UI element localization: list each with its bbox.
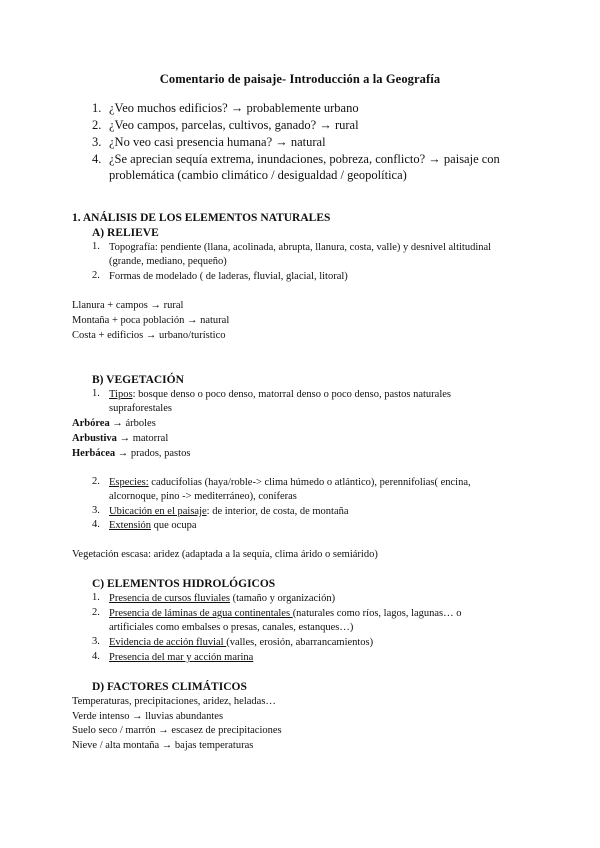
list-item: Formas de modelado ( de laderas, fluvial, glacial, litoral) [109, 271, 348, 282]
list-number: 2. [92, 607, 100, 618]
section-heading: 1. ANÁLISIS DE LOS ELEMENTOS NATURALES [72, 212, 331, 224]
subsection-heading-relieve: A) RELIEVE [92, 227, 159, 239]
note-line: Temperaturas, precipitaciones, aridez, heladas… [72, 696, 276, 707]
type-label: Arbustiva [72, 433, 117, 444]
question-text: ¿No veo casi presencia humana? → natural [109, 135, 326, 149]
list-number: 1. [92, 592, 100, 603]
subsection-heading-climaticos: D) FACTORES CLIMÁTICOS [92, 681, 247, 693]
subsection-heading-hidrologicos: C) ELEMENTOS HIDROLÓGICOS [92, 578, 276, 590]
item-text: (tamaño y organización) [230, 593, 336, 604]
list-number: 3. [92, 636, 100, 647]
list-item-continued: artificiales como embalses o presas, canales, estanques…) [109, 622, 354, 633]
item-label: Ubicación en el paisaje [109, 506, 207, 517]
subsection-heading-vegetacion: B) VEGETACIÓN [92, 374, 184, 386]
note-line: Verde intenso → lluvias abundantes [72, 711, 224, 722]
item-text: : de interior, de costa, de montaña [206, 506, 349, 517]
list-number: 2. [92, 476, 100, 487]
vegetation-type [72, 447, 190, 461]
question-number: 3. [92, 135, 102, 149]
vegetation-type [72, 417, 156, 431]
item-text: (valles, erosión, abarrancamientos) [226, 637, 374, 648]
list-item [109, 388, 451, 402]
list-item [109, 476, 471, 490]
vegetation-type [72, 432, 168, 446]
list-item [109, 651, 253, 665]
list-item [109, 241, 491, 255]
item-text: caducifolias (haya/roble-> clima húmedo o atlántico), perennifolias( encina, [148, 477, 471, 488]
list-item [109, 607, 462, 621]
list-number: 3. [92, 505, 100, 516]
type-text: → matorral [116, 433, 169, 444]
list-item [109, 636, 373, 650]
question-number: 2. [92, 118, 102, 132]
list-number: 2. [92, 270, 100, 281]
type-text: → árboles [109, 418, 156, 429]
item-label: Presencia de cursos fluviales [109, 593, 231, 604]
question-number: 4. [92, 152, 102, 166]
list-number: 4. [92, 651, 100, 662]
item-text: : pendiente (llana, acolinada, abrupta, llanura, costa, valle) y desnivel altitudinal [154, 242, 492, 253]
question-text: ¿Veo campos, parcelas, cultivos, ganado? → rural [109, 118, 359, 132]
question-text: ¿Veo muchos edificios? → probablemente urbano [109, 101, 359, 115]
note-line: Costa + edificios → urbano/turístico [72, 330, 226, 341]
question-text-continued: problemática (cambio climático / desigualdad / geopolítica) [109, 168, 407, 182]
note-line: Suelo seco / marrón → escasez de precipitaciones [72, 725, 282, 736]
list-item-continued: (grande, mediano, pequeño) [109, 256, 227, 267]
list-number: 4. [92, 519, 100, 530]
note-line: Llanura + campos → rural [72, 300, 184, 311]
item-label: Presencia del mar y acción marina [109, 652, 254, 663]
item-label: Presencia de láminas de agua continentales [109, 608, 293, 619]
list-item [109, 505, 349, 519]
list-number: 1. [92, 241, 100, 252]
type-text: → prados, pastos [115, 448, 191, 459]
note-line: Nieve / alta montaña → bajas temperaturas [72, 740, 254, 751]
item-label: Evidencia de acción fluvial [109, 637, 227, 648]
item-label: Topografía [109, 242, 155, 253]
note-line: Montaña + poca población → natural [72, 315, 230, 326]
question-number: 1. [92, 101, 102, 115]
question-text: ¿Se aprecian sequía extrema, inundaciones, pobreza, conflicto? → paisaje con [109, 152, 500, 166]
list-item-continued: alcornoque, pino -> mediterráneo), coníferas [109, 491, 297, 502]
item-text: que ocupa [151, 520, 197, 531]
document-title: Comentario de paisaje- Introducción a la Geografía [159, 72, 441, 86]
list-item [109, 519, 196, 533]
list-item-continued: supraforestales [109, 403, 172, 414]
item-label: Especies: [109, 477, 149, 488]
item-label: Tipos [109, 389, 133, 400]
type-label: Herbácea [72, 448, 116, 459]
note-line: Vegetación escasa: aridez (adaptada a la sequía, clima árido o semiárido) [72, 549, 378, 560]
list-item [109, 592, 335, 606]
item-text: (naturales como ríos, lagos, lagunas… o [292, 608, 462, 619]
item-label: Extensión [109, 520, 151, 531]
type-label: Arbórea [72, 418, 110, 429]
item-text: : bosque denso o poco denso, matorral denso o poco denso, pastos naturales [132, 389, 451, 400]
list-number: 1. [92, 388, 100, 399]
